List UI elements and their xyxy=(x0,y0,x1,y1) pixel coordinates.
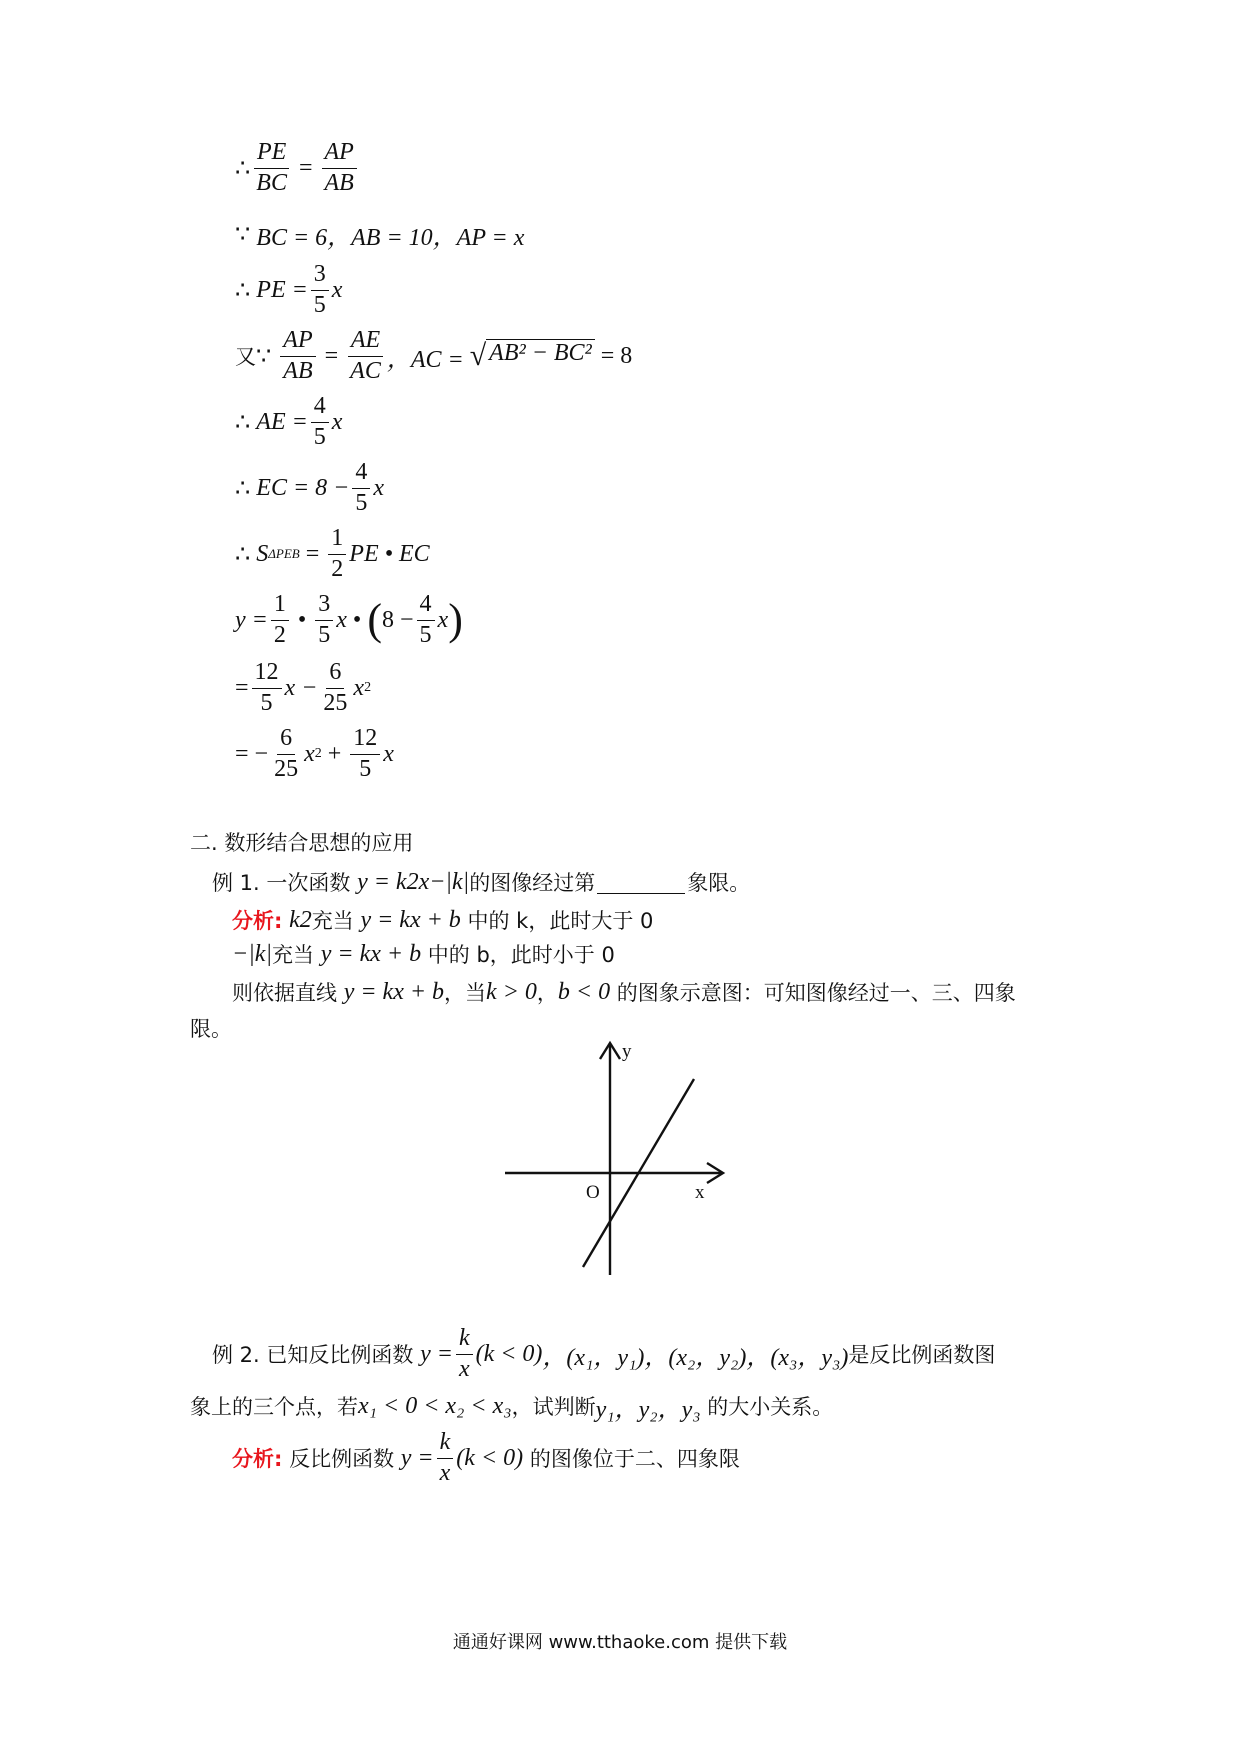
because-symbol: ∵ xyxy=(235,221,251,248)
derivation-line-5: ∴ AE = $\frac{4}{5}$ x xyxy=(235,393,343,450)
answer-blank xyxy=(597,871,685,894)
page-footer: 通通好课网 www.tthaoke.com 提供下载 xyxy=(452,1632,788,1653)
square-root: √ AB² − BC² xyxy=(470,339,595,373)
fraction: $\frac{AP}{AB}$ xyxy=(280,328,315,383)
origin-label: O xyxy=(586,1182,600,1203)
derivation-line-2 xyxy=(235,214,524,254)
fraction: $\frac{6}{25}$ xyxy=(274,725,299,782)
fraction: $\frac{4}{5}$ xyxy=(311,394,329,449)
example-1-analysis-3: 则依据直线 y = kx + b ，当 k > 0 ， b < 0 的图象示意图：可知图像经过一、三、四象 xyxy=(232,978,1016,1005)
example-1-analysis-2: −|k| 充当 y = kx + b 中的 b，此时小于 0 xyxy=(232,940,615,967)
derivation-line-3: ∴ PE = $\frac{3}{5}$ x xyxy=(235,261,343,318)
analysis-label: 分析: xyxy=(232,909,283,933)
fraction: $\frac{12}{5}$ xyxy=(350,726,380,781)
x-axis-label: x xyxy=(695,1182,705,1203)
fraction: $\frac{AE}{AC}$ xyxy=(347,328,384,383)
example-2-question-line1: 例 2. 已知反比例函数 y = $\frac{k}{x}$ (k < 0) ，(x₁，y₁)，(x₂，y₂)，(x₃，y₃) 是反比例函数图 xyxy=(212,1325,996,1382)
line-graph xyxy=(495,1035,735,1280)
example-2-analysis: 分析: 反比例函数 y = $\frac{k}{x}$ (k < 0) 的图像位于二、四象限 xyxy=(232,1429,740,1486)
fraction: $\frac{3}{5}$ xyxy=(311,262,329,317)
fraction: $\frac{3}{5}$ xyxy=(315,592,333,647)
fraction: $\frac{4}{5}$ xyxy=(417,592,435,647)
example-1-analysis-end: 限。 xyxy=(190,1017,232,1041)
example-2-question-line2: 象上的三个点，若 x₁ < 0 < x₂ < x₃ ，试判断 y₁，y₂，y₃ 的大小关系。 xyxy=(190,1392,834,1423)
example-1-analysis-1: 分析: k 2 充当 y = kx + b 中的 k，此时大于 0 xyxy=(232,906,654,933)
fraction: $\frac{4}{5}$ xyxy=(352,460,370,515)
fraction: $\frac{k}{x}$ xyxy=(437,1430,454,1485)
derivation-line-4: 又 ∵ $\frac{AP}{AB}$ = $\frac{AE}{AC}$ ，AC = √ AB² − BC² = 8 xyxy=(235,327,633,384)
derivation-line-7: ∴ S ΔPEB = $\frac{1}{2}$ PE • EC xyxy=(235,525,430,582)
example-1-question: 例 1. 一次函数 y = k 2 x−|k| 的图像经过第 象限。 xyxy=(212,868,751,895)
derivation-line-9: = $\frac{12}{5}$ x − $\frac{6}{25}$ x 2 xyxy=(235,659,372,716)
given-values: BC = 6，AB = 10，AP = x xyxy=(256,224,525,251)
fraction: $\frac{12}{5}$ xyxy=(252,660,282,715)
fraction: $\frac{k}{x}$ xyxy=(456,1326,473,1381)
fraction: $\frac{PE}{BC}$ xyxy=(253,140,290,195)
derivation-line-6: ∴ EC = 8 − $\frac{4}{5}$ x xyxy=(235,459,384,516)
derivation-line-8: y = $\frac{1}{2}$ • $\frac{3}{5}$ x • ( 8 − $\frac{4}{5}$ x ) xyxy=(235,591,463,648)
section-heading: 二. 数形结合思想的应用 xyxy=(190,831,414,855)
analysis-label: 分析: xyxy=(232,1447,283,1471)
y-axis-label: y xyxy=(622,1041,632,1062)
derivation-line-10: = − $\frac{6}{25}$ x 2 + $\frac{12}{5}$ x xyxy=(235,725,394,782)
fraction: $\frac{1}{2}$ xyxy=(271,592,289,647)
fraction: $\frac{AP}{AB}$ xyxy=(322,140,357,195)
derivation-line-1: ∴ $\frac{PE}{BC}$ = $\frac{AP}{AB}$ xyxy=(235,148,360,188)
fraction: $\frac{6}{25}$ xyxy=(323,659,348,716)
therefore-symbol: ∴ xyxy=(235,155,251,182)
also-word: 又 xyxy=(235,345,256,369)
fraction: $\frac{1}{2}$ xyxy=(328,526,346,581)
